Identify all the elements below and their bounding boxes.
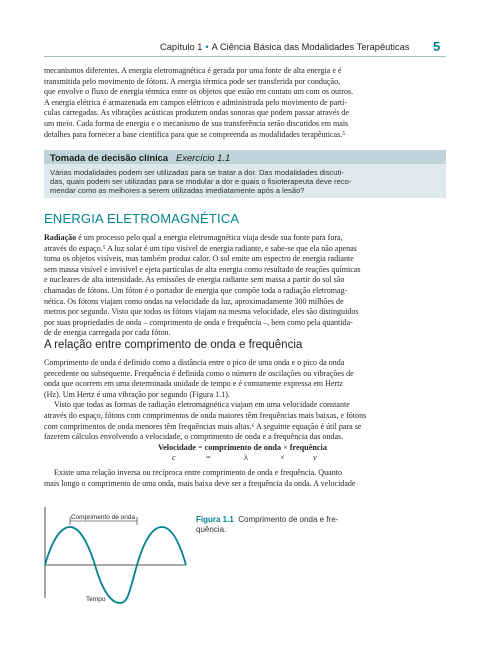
box-line: das, quais podem ser utilizadas para se modular a dor e quais o fisioterapeuta deve reco-: [50, 177, 352, 187]
equation-symbol-lambda: λ: [244, 453, 248, 462]
wavelength-paragraph: [44, 358, 446, 443]
em-line: metros por segundo. Visto que todos os fótons viajam na mesma velocidade, eles são distinguidos: [44, 307, 359, 317]
intro-line: detalhes para fornecer a base científica para que se compreenda as modalidades terapêuticas.⁵: [44, 129, 346, 139]
equation-symbol-c: c: [172, 453, 176, 462]
em-line: nética. Os fótons viajam como ondas na velocidade da luz, aproximadamente 300 milhões de: [44, 296, 344, 306]
figure-caption-text: Comprimento de onda e fre-: [238, 515, 339, 524]
subsection-heading: A relação entre comprimento de onda e frequência: [44, 339, 303, 351]
em-line: de de energia carregada por cada fóton.: [44, 328, 171, 338]
eq-velocity: Velocidade: [158, 443, 196, 452]
eq-times: ×: [283, 443, 288, 452]
intro-line: culas carregadas. As vibrações acústicas produzem ondas sonoras que podem passar através de: [44, 108, 349, 118]
eq-frequency: frequência: [289, 443, 327, 452]
inverse-paragraph: [44, 468, 446, 489]
inverse-line: mais longo o comprimento de uma onda, mais baixa deve ser a frequência da onda. A velocidade: [44, 478, 356, 488]
speed-line: com comprimentos de onda menores têm frequências mais altas.⁶ A seguinte equação é útil para se: [44, 421, 362, 431]
eq-wavelength: comprimento de onda: [204, 443, 282, 452]
speed-line: através do espaço, fótons com comprimentos de onda maiores têm frequências mais baixas, e fótons: [44, 410, 367, 420]
intro-line: mecanismos diferentes. A energia eletromagnética é gerada por uma fonte de alta energia e é: [44, 66, 342, 75]
section-heading: ENERGIA ELETROMAGNÉTICA: [44, 211, 240, 226]
intro-line: um meio. Cada forma de energia e o mecanismo de sua transferência serão discutidos em mais: [44, 118, 349, 128]
box-line: Várias modalidades podem ser utilizadas para se tratar a dor. Das modalidades discuti-: [50, 168, 344, 177]
eq-equals: =: [197, 443, 203, 452]
figure-caption-label: Figura 1.1: [196, 515, 234, 524]
figure-caption-text-2: quência.: [196, 525, 227, 534]
lead-term: Radiação: [44, 233, 77, 242]
em-line: e nucleares de alta intensidade. As emissões de energia radiante sem massa a partir do sol são: [44, 275, 345, 285]
exercise-label: Exercício 1.1: [176, 152, 231, 163]
intro-paragraph: [44, 66, 446, 140]
em-line-text: é um processo pelo qual a energia eletromagnética viaja desde sua fonte para fora,: [76, 233, 343, 242]
header-bullet: •: [205, 42, 209, 52]
em-paragraph: [44, 233, 446, 339]
wavelength-label: Comprimento de onda: [70, 514, 136, 521]
equation-words: [158, 443, 327, 452]
inverse-line: Existe uma relação inversa ou recíproca entre comprimento de onda e frequência. Quanto: [54, 468, 342, 477]
wave-line: (Hz). Um Hertz é uma vibração por segundo (Figura 1.1).: [44, 389, 230, 399]
em-line: sem massa visível e invisível e ejeta partículas de alta energia como resultado de reações químicas: [44, 264, 361, 274]
equation-symbol-v: v: [313, 453, 317, 462]
clinical-decision-text: [50, 168, 442, 196]
chapter-label: Capítulo 1: [160, 42, 203, 52]
time-axis-label: Tempo: [86, 596, 106, 603]
em-line: por suas propriedades de onda – comprimento de onda e frequência –, bem como pela quantida-: [44, 317, 353, 327]
intro-line: que envolve o fluxo de energia térmica entre os objetos que estão em contato um com os outros.: [44, 87, 354, 97]
em-line: chamadas de fótons. Um fóton é o portador de energia que compõe toda a radiação eletromag-: [44, 285, 348, 295]
running-header: [160, 39, 452, 54]
intro-line: A energia elétrica é armazenada em campos elétricos e administrada pelo movimento de partí-: [44, 97, 348, 107]
wave-line: precedente ou subsequente. Frequência é definida como o número de oscilações ou vibrações de: [44, 368, 354, 378]
em-line: através do espaço.⁵ A luz solar é um tipo visível de energia radiante, e sabe-se que ela não apenas: [44, 243, 357, 253]
wave-figure: [40, 505, 190, 605]
speed-line: fazerem cálculos envolvendo a velocidade, o comprimento de onda e a frequência das ondas.: [44, 432, 344, 442]
wave-line: Comprimento de onda é definido como a distância entre o pico de uma onda e o pico da onda: [44, 358, 345, 367]
page-number: 5: [433, 39, 441, 54]
figure-caption: [196, 515, 338, 535]
intro-line: transmitida pelo movimento de fótons. A energia térmica pode ser transferida por condução,: [44, 76, 341, 86]
chapter-title: A Ciência Básica das Modalidades Terapêuticas: [211, 42, 410, 52]
em-line: [44, 233, 446, 244]
wave-line: onda que ocorrem em uma determinada unidade de tempo e é comumente expressa em Hertz: [44, 379, 343, 389]
header-rule: [44, 56, 446, 57]
equation-symbol-times: ×: [280, 453, 285, 462]
em-line: torna os objetos visíveis, mas também produz calor. O sol emite um espectro de energia radiante: [44, 254, 354, 264]
box-line: mendar como as melhores a serem utilizadas imediatamente após a lesão?: [50, 186, 305, 196]
equation-symbol-equals: =: [206, 453, 211, 462]
speed-line: Visto que todas as formas de radiação eletromagnética viajam em uma velocidade constante: [54, 400, 350, 410]
clinical-decision-title: Tomada de decisão clínica: [50, 152, 169, 163]
